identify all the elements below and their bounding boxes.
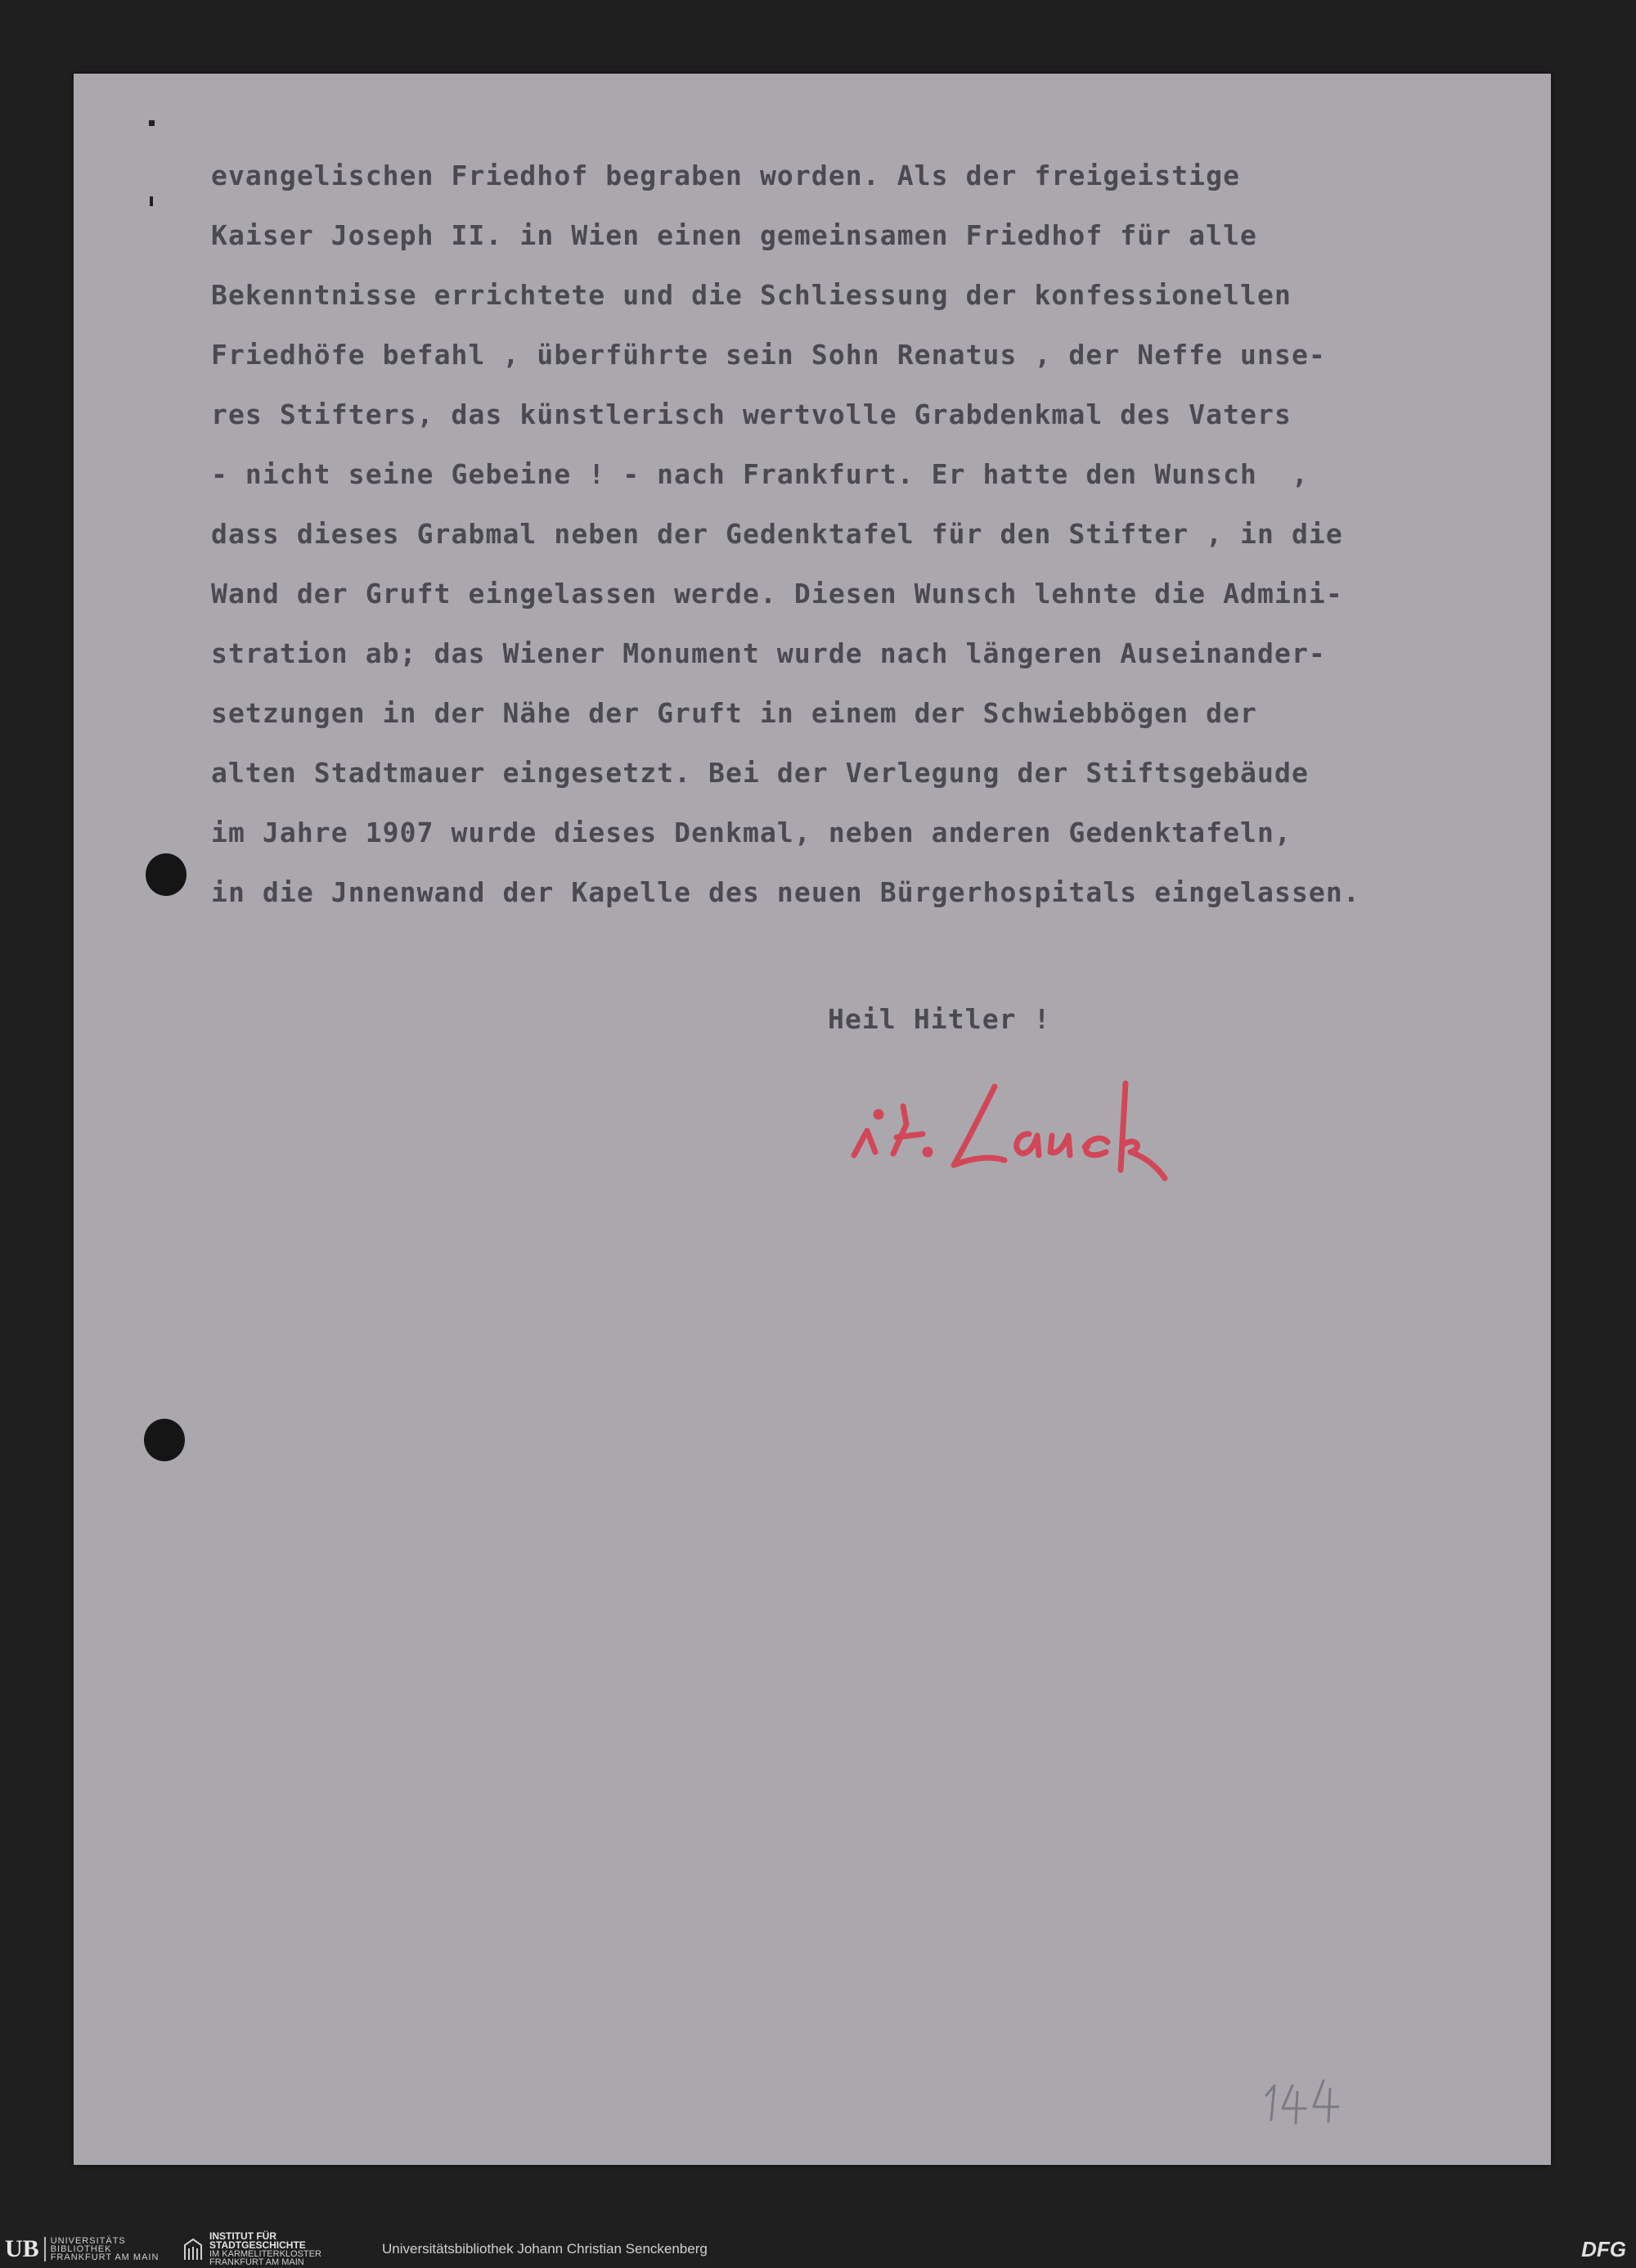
typed-letter-body [211,146,1553,922]
text-line: dass dieses Grabmal neben der Gedenktafel für den Stifter , in die [211,518,1343,550]
text-line: im Jahre 1907 wurde dieses Denkmal, neben anderen Gedenktafeln, [211,817,1292,848]
text-line: Bekenntnisse errichtete und die Schliessung der konfessionellen [211,279,1292,311]
punch-hole-top [146,853,187,896]
text-line: - nicht seine Gebeine ! - nach Frankfurt. Er hatte den Wunsch , [211,458,1309,490]
institute-line: INSTITUT FÜR [209,2230,276,2242]
institute-logo[interactable] [182,2230,370,2267]
text-line: stration ab; das Wiener Monument wurde nach längeren Auseinander- [211,637,1326,669]
library-name: Universitätsbibliothek Johann Christian Senckenberg [382,2241,708,2257]
footer-bar [0,2230,1636,2268]
ub-logo[interactable] [5,2235,177,2263]
ub-logo-line: UNIVERSITÄTS [50,2236,126,2246]
institute-line: FRANKFURT AM MAIN [209,2257,304,2267]
text-line: res Stifters, das künstlerisch wertvolle Grabdenkmal des Vaters [211,398,1292,430]
text-line: Friedhöfe befahl , überführte sein Sohn Renatus , der Neffe unse- [211,339,1326,371]
text-line: in die Jnnenwand der Kapelle des neuen Bürgerhospitals eingelassen. [211,876,1360,908]
handwritten-signature [843,1055,1301,1211]
ub-logo-line: FRANKFURT AM MAIN [50,2252,160,2262]
institute-building-icon [182,2237,204,2261]
ub-logo-text [51,2237,160,2261]
dfg-logo[interactable]: DFG [1581,2237,1626,2261]
closing-salutation: Heil Hitler ! [828,1003,1051,1035]
ub-logo-line: BIBLIOTHEK [50,2244,112,2254]
text-line: evangelischen Friedhof begraben worden. Als der freigeistige [211,160,1241,191]
text-line: Kaiser Joseph II. in Wien einen gemeinsamen Friedhof für alle [211,219,1258,251]
institute-line: IM KARMELITERKLOSTER [209,2249,321,2259]
ub-logo-mark: UB [5,2237,46,2261]
text-line: setzungen in der Nähe der Gruft in einem der Schwiebbögen der [211,697,1258,729]
punch-hole-bottom [144,1419,185,1461]
institute-line: STADTGESCHICHTE [209,2239,306,2251]
text-line: Wand der Gruft eingelassen werde. Diesen Wunsch lehnte die Admini- [211,578,1343,610]
text-line: alten Stadtmauer eingesetzt. Bei der Verlegung der Stiftsgebäude [211,757,1309,789]
paper-mark [150,196,153,206]
page-number-handwritten [1260,2074,1350,2131]
paper-mark [149,120,155,126]
institute-logo-text [209,2232,321,2266]
